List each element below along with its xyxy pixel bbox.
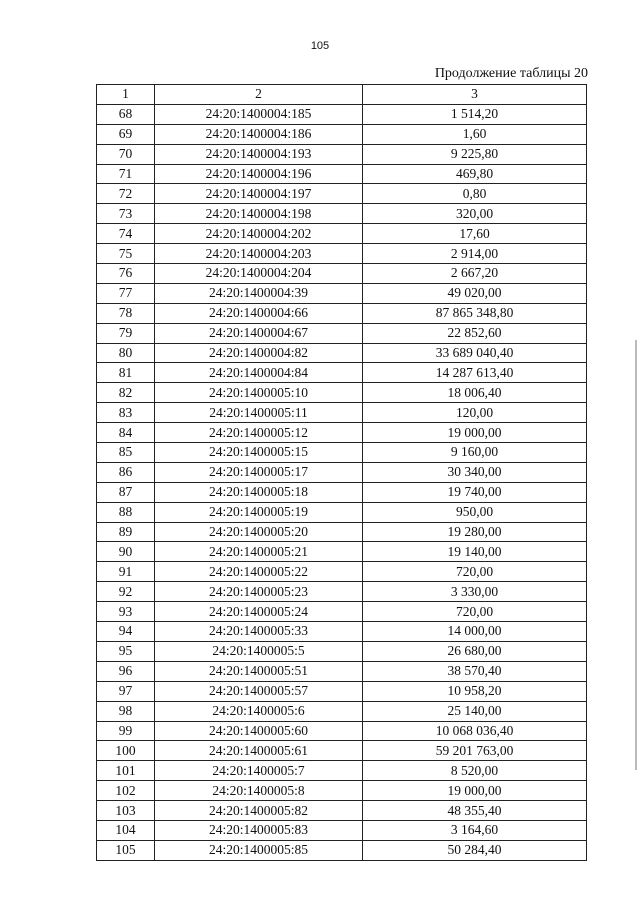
cadastral-number-cell: 24:20:1400005:33: [155, 622, 363, 642]
table-row: [97, 224, 587, 244]
table-row: [97, 502, 587, 522]
value-cell: 17,60: [363, 224, 587, 244]
value-cell: 33 689 040,40: [363, 343, 587, 363]
row-number-cell: 80: [97, 343, 155, 363]
cadastral-number-cell: 24:20:1400005:23: [155, 582, 363, 602]
table-row: [97, 641, 587, 661]
value-cell: 720,00: [363, 562, 587, 582]
table-row: [97, 283, 587, 303]
value-cell: 10 958,20: [363, 681, 587, 701]
value-cell: 950,00: [363, 502, 587, 522]
value-cell: 26 680,00: [363, 641, 587, 661]
cadastral-number-cell: 24:20:1400004:185: [155, 104, 363, 124]
table-row: [97, 423, 587, 443]
value-cell: 1,60: [363, 124, 587, 144]
value-cell: 8 520,00: [363, 761, 587, 781]
value-cell: 19 280,00: [363, 522, 587, 542]
table-row: [97, 343, 587, 363]
cadastral-number-cell: 24:20:1400005:7: [155, 761, 363, 781]
row-number-cell: 99: [97, 721, 155, 741]
cadastral-number-cell: 24:20:1400004:203: [155, 244, 363, 264]
table-row: [97, 264, 587, 284]
value-cell: 87 865 348,80: [363, 303, 587, 323]
value-cell: 19 140,00: [363, 542, 587, 562]
scan-edge-mark: [635, 340, 637, 770]
value-cell: 59 201 763,00: [363, 741, 587, 761]
value-cell: 18 006,40: [363, 383, 587, 403]
table-continuation-caption: Продолжение таблицы 20: [434, 66, 588, 81]
row-number-cell: 84: [97, 423, 155, 443]
value-cell: 19 000,00: [363, 423, 587, 443]
table-row: [97, 840, 587, 860]
cadastral-number-cell: 24:20:1400005:17: [155, 462, 363, 482]
value-cell: 9 160,00: [363, 443, 587, 463]
cadastral-number-cell: 24:20:1400004:66: [155, 303, 363, 323]
row-number-cell: 101: [97, 761, 155, 781]
value-cell: 2 667,20: [363, 264, 587, 284]
value-cell: 10 068 036,40: [363, 721, 587, 741]
cadastral-number-cell: 24:20:1400005:18: [155, 482, 363, 502]
row-number-cell: 71: [97, 164, 155, 184]
value-cell: 469,80: [363, 164, 587, 184]
table-row: [97, 363, 587, 383]
cadastral-number-cell: 24:20:1400004:186: [155, 124, 363, 144]
cadastral-number-cell: 24:20:1400005:5: [155, 641, 363, 661]
cadastral-number-cell: 24:20:1400005:8: [155, 781, 363, 801]
cadastral-number-cell: 24:20:1400005:22: [155, 562, 363, 582]
value-cell: 30 340,00: [363, 462, 587, 482]
cadastral-number-cell: 24:20:1400005:60: [155, 721, 363, 741]
row-number-cell: 78: [97, 303, 155, 323]
table-row: [97, 124, 587, 144]
row-number-cell: 85: [97, 443, 155, 463]
value-cell: 38 570,40: [363, 661, 587, 681]
header-cell-1: 1: [97, 85, 155, 105]
value-cell: 25 140,00: [363, 701, 587, 721]
value-cell: 9 225,80: [363, 144, 587, 164]
table-row: [97, 681, 587, 701]
cadastral-number-cell: 24:20:1400005:24: [155, 602, 363, 622]
header-cell-3: 3: [363, 85, 587, 105]
table-row: [97, 721, 587, 741]
row-number-cell: 81: [97, 363, 155, 383]
row-number-cell: 90: [97, 542, 155, 562]
cadastral-number-cell: 24:20:1400005:12: [155, 423, 363, 443]
cadastral-number-cell: 24:20:1400004:197: [155, 184, 363, 204]
table-row: [97, 661, 587, 681]
row-number-cell: 93: [97, 602, 155, 622]
value-cell: 50 284,40: [363, 840, 587, 860]
cadastral-number-cell: 24:20:1400004:84: [155, 363, 363, 383]
row-number-cell: 97: [97, 681, 155, 701]
table-row: [97, 303, 587, 323]
table-row: [97, 144, 587, 164]
table-row: [97, 204, 587, 224]
value-cell: 0,80: [363, 184, 587, 204]
table-row: [97, 701, 587, 721]
value-cell: 3 164,60: [363, 820, 587, 840]
value-cell: 2 914,00: [363, 244, 587, 264]
row-number-cell: 68: [97, 104, 155, 124]
table-row: [97, 761, 587, 781]
row-number-cell: 92: [97, 582, 155, 602]
row-number-cell: 95: [97, 641, 155, 661]
row-number-cell: 75: [97, 244, 155, 264]
cadastral-number-cell: 24:20:1400005:6: [155, 701, 363, 721]
value-cell: 19 740,00: [363, 482, 587, 502]
cadastral-number-cell: 24:20:1400005:19: [155, 502, 363, 522]
table-row: [97, 164, 587, 184]
value-cell: 120,00: [363, 403, 587, 423]
row-number-cell: 69: [97, 124, 155, 144]
cadastral-number-cell: 24:20:1400005:51: [155, 661, 363, 681]
value-cell: 22 852,60: [363, 323, 587, 343]
table-row: [97, 741, 587, 761]
table-row: [97, 104, 587, 124]
row-number-cell: 77: [97, 283, 155, 303]
cadastral-number-cell: 24:20:1400004:202: [155, 224, 363, 244]
cadastral-number-cell: 24:20:1400005:10: [155, 383, 363, 403]
row-number-cell: 88: [97, 502, 155, 522]
row-number-cell: 72: [97, 184, 155, 204]
value-cell: 14 287 613,40: [363, 363, 587, 383]
table-row: [97, 184, 587, 204]
table-row: [97, 383, 587, 403]
header-cell-2: 2: [155, 85, 363, 105]
table-row: [97, 622, 587, 642]
table-row: [97, 542, 587, 562]
value-cell: 3 330,00: [363, 582, 587, 602]
cadastral-number-cell: 24:20:1400005:82: [155, 801, 363, 821]
table-row: [97, 562, 587, 582]
table-row: [97, 582, 587, 602]
cadastral-number-cell: 24:20:1400004:204: [155, 264, 363, 284]
cadastral-number-cell: 24:20:1400005:20: [155, 522, 363, 542]
row-number-cell: 102: [97, 781, 155, 801]
row-number-cell: 94: [97, 622, 155, 642]
table-row: [97, 323, 587, 343]
value-cell: 720,00: [363, 602, 587, 622]
table-row: [97, 443, 587, 463]
table-row: [97, 244, 587, 264]
row-number-cell: 70: [97, 144, 155, 164]
row-number-cell: 82: [97, 383, 155, 403]
row-number-cell: 76: [97, 264, 155, 284]
cadastral-number-cell: 24:20:1400004:82: [155, 343, 363, 363]
table-row: [97, 781, 587, 801]
cadastral-number-cell: 24:20:1400005:57: [155, 681, 363, 701]
table-row: [97, 820, 587, 840]
cadastral-number-cell: 24:20:1400005:85: [155, 840, 363, 860]
table-row: [97, 602, 587, 622]
row-number-cell: 104: [97, 820, 155, 840]
page-number: 105: [310, 40, 330, 52]
cadastral-number-cell: 24:20:1400004:39: [155, 283, 363, 303]
header-row: [97, 85, 587, 105]
row-number-cell: 83: [97, 403, 155, 423]
value-cell: 49 020,00: [363, 283, 587, 303]
value-cell: 14 000,00: [363, 622, 587, 642]
cadastral-number-cell: 24:20:1400004:67: [155, 323, 363, 343]
value-cell: 1 514,20: [363, 104, 587, 124]
row-number-cell: 91: [97, 562, 155, 582]
table-row: [97, 801, 587, 821]
table-row: [97, 482, 587, 502]
row-number-cell: 86: [97, 462, 155, 482]
row-number-cell: 98: [97, 701, 155, 721]
cadastral-number-cell: 24:20:1400005:15: [155, 443, 363, 463]
row-number-cell: 105: [97, 840, 155, 860]
value-cell: 48 355,40: [363, 801, 587, 821]
cadastral-number-cell: 24:20:1400005:61: [155, 741, 363, 761]
cadastral-number-cell: 24:20:1400005:83: [155, 820, 363, 840]
cadastral-number-cell: 24:20:1400005:21: [155, 542, 363, 562]
cadastral-number-cell: 24:20:1400004:193: [155, 144, 363, 164]
row-number-cell: 100: [97, 741, 155, 761]
data-table: [96, 84, 587, 861]
row-number-cell: 87: [97, 482, 155, 502]
cadastral-number-cell: 24:20:1400005:11: [155, 403, 363, 423]
cadastral-number-cell: 24:20:1400004:196: [155, 164, 363, 184]
value-cell: 19 000,00: [363, 781, 587, 801]
row-number-cell: 73: [97, 204, 155, 224]
table-row: [97, 522, 587, 542]
table-row: [97, 462, 587, 482]
row-number-cell: 79: [97, 323, 155, 343]
value-cell: 320,00: [363, 204, 587, 224]
row-number-cell: 89: [97, 522, 155, 542]
cadastral-number-cell: 24:20:1400004:198: [155, 204, 363, 224]
table-body: [97, 104, 587, 860]
row-number-cell: 103: [97, 801, 155, 821]
row-number-cell: 74: [97, 224, 155, 244]
row-number-cell: 96: [97, 661, 155, 681]
table-row: [97, 403, 587, 423]
